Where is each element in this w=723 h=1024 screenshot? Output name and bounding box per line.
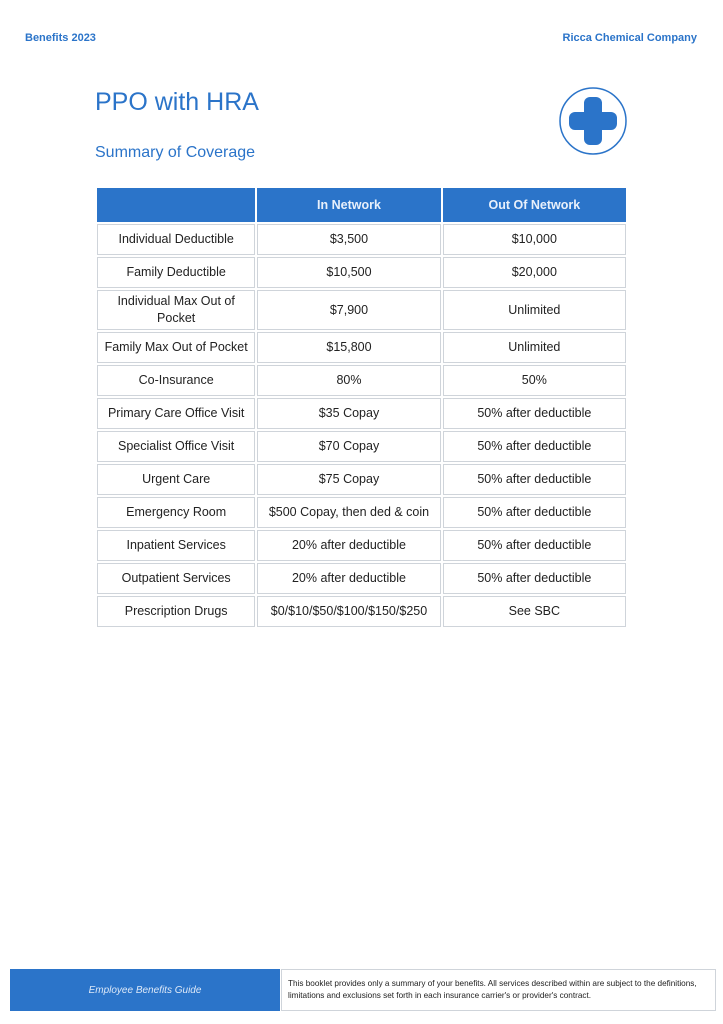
in-network-value: $7,900 (257, 290, 440, 330)
out-of-network-value: $10,000 (443, 224, 626, 255)
row-label: Specialist Office Visit (97, 431, 255, 462)
row-label: Primary Care Office Visit (97, 398, 255, 429)
in-network-value: $3,500 (257, 224, 440, 255)
out-of-network-value: Unlimited (443, 290, 626, 330)
table-row (97, 464, 626, 495)
in-network-value: $15,800 (257, 332, 440, 363)
table-row (97, 365, 626, 396)
table-row (97, 398, 626, 429)
medical-cross-icon (558, 86, 628, 156)
table-row (97, 563, 626, 594)
out-of-network-value: Unlimited (443, 332, 626, 363)
table-row (97, 530, 626, 561)
table-row (97, 224, 626, 255)
table-row (97, 257, 626, 288)
in-network-value: 20% after deductible (257, 530, 440, 561)
out-of-network-value: 50% after deductible (443, 530, 626, 561)
out-of-network-value: 50% after deductible (443, 431, 626, 462)
header-benefits-year: Benefits 2023 (25, 32, 96, 44)
table-row (97, 431, 626, 462)
in-network-value: $70 Copay (257, 431, 440, 462)
row-label: Urgent Care (97, 464, 255, 495)
page-subtitle: Summary of Coverage (95, 144, 256, 161)
table-row (97, 596, 626, 627)
row-label: Family Max Out of Pocket (97, 332, 255, 363)
column-header-blank (97, 188, 255, 222)
table-header-row (97, 188, 626, 222)
footer-disclaimer (281, 969, 716, 1011)
footer-guide-label: Employee Benefits Guide (10, 969, 280, 1011)
page-title: PPO with HRA (95, 88, 259, 116)
column-header-out-of-network: Out Of Network (443, 188, 626, 222)
row-label: Family Deductible (97, 257, 255, 288)
row-label: Individual Deductible (97, 224, 255, 255)
coverage-table (95, 186, 628, 629)
in-network-value: $35 Copay (257, 398, 440, 429)
in-network-value: $10,500 (257, 257, 440, 288)
row-label: Co-Insurance (97, 365, 255, 396)
out-of-network-value: 50% after deductible (443, 497, 626, 528)
out-of-network-value: 50% (443, 365, 626, 396)
out-of-network-value: See SBC (443, 596, 626, 627)
row-label: Emergency Room (97, 497, 255, 528)
in-network-value: 80% (257, 365, 440, 396)
in-network-value: $0/$10/$50/$100/$150/$250 (257, 596, 440, 627)
row-label: Prescription Drugs (97, 596, 255, 627)
row-label: Individual Max Out of Pocket (97, 290, 255, 330)
row-label: Inpatient Services (97, 530, 255, 561)
table-row (97, 290, 626, 330)
column-header-in-network: In Network (257, 188, 440, 222)
out-of-network-value: 50% after deductible (443, 563, 626, 594)
footer-disclaimer-text: This booklet provides only a summary of your benefits. All services described within are subject to the definitions, limitations and exclusions set forth in each insurance carrier's or provider's contract. (288, 979, 697, 1000)
out-of-network-value: 50% after deductible (443, 464, 626, 495)
out-of-network-value: 50% after deductible (443, 398, 626, 429)
table-row (97, 497, 626, 528)
in-network-value: $500 Copay, then ded & coin (257, 497, 440, 528)
in-network-value: 20% after deductible (257, 563, 440, 594)
row-label: Outpatient Services (97, 563, 255, 594)
in-network-value: $75 Copay (257, 464, 440, 495)
table-row (97, 332, 626, 363)
out-of-network-value: $20,000 (443, 257, 626, 288)
header-company-name: Ricca Chemical Company (562, 32, 697, 44)
